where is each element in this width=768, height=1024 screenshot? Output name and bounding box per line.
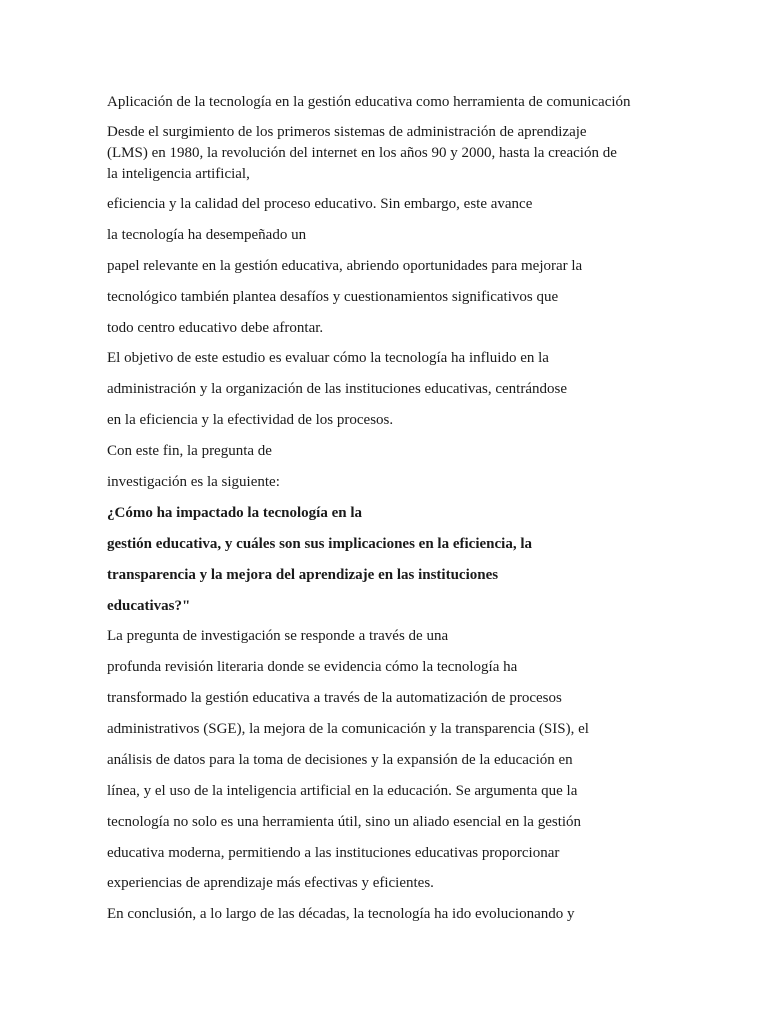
body-line: En conclusión, a lo largo de las décadas, la tecnología ha ido evolucionando y — [107, 906, 575, 922]
research-question-line: transparencia y la mejora del aprendizaje en las instituciones — [107, 567, 499, 583]
research-question-line: ¿Cómo ha impactado la tecnología en la — [107, 505, 362, 521]
body-line: profunda revisión literaria donde se evidencia cómo la tecnología ha — [107, 659, 518, 675]
document-title: Aplicación de la tecnología en la gestión educativa como herramienta de comunicación — [107, 94, 631, 110]
research-question-line: gestión educativa, y cuáles son sus implicaciones en la eficiencia, la — [107, 536, 532, 552]
body-line: experiencias de aprendizaje más efectivas y eficientes. — [107, 875, 434, 891]
body-line: Con este fin, la pregunta de — [107, 443, 272, 459]
body-line: análisis de datos para la toma de decisiones y la expansión de la educación en — [107, 752, 573, 768]
body-line: administrativos (SGE), la mejora de la comunicación y la transparencia (SIS), el — [107, 721, 589, 737]
body-line: todo centro educativo debe afrontar. — [107, 320, 324, 336]
body-line: línea, y el uso de la inteligencia artificial en la educación. Se argumenta que la — [107, 783, 578, 799]
body-line: eficiencia y la calidad del proceso educativo. Sin embargo, este avance — [107, 196, 533, 212]
body-line: educativa moderna, permitiendo a las instituciones educativas proporcionar — [107, 845, 560, 861]
body-line: tecnológico también plantea desafíos y cuestionamientos significativos que — [107, 289, 559, 305]
body-line: en la eficiencia y la efectividad de los procesos. — [107, 412, 394, 428]
body-line: la tecnología ha desempeñado un — [107, 227, 307, 243]
intro-paragraph: Desde el surgimiento de los primeros sistemas de administración de aprendizaje (LMS) en 1980, la revolución del internet en los años 90 y 2000, hasta la creación de la inteligencia artificial, — [107, 124, 617, 182]
body-line: administración y la organización de las instituciones educativas, centrándose — [107, 381, 567, 397]
body-line: El objetivo de este estudio es evaluar cómo la tecnología ha influido en la — [107, 350, 549, 366]
body-line: investigación es la siguiente: — [107, 474, 280, 490]
research-question-line: educativas?" — [107, 598, 191, 614]
body-line: tecnología no solo es una herramienta útil, sino un aliado esencial en la gestión — [107, 814, 582, 830]
body-line: La pregunta de investigación se responde a través de una — [107, 628, 449, 644]
body-line: papel relevante en la gestión educativa, abriendo oportunidades para mejorar la — [107, 258, 583, 274]
body-line: transformado la gestión educativa a través de la automatización de procesos — [107, 690, 562, 706]
